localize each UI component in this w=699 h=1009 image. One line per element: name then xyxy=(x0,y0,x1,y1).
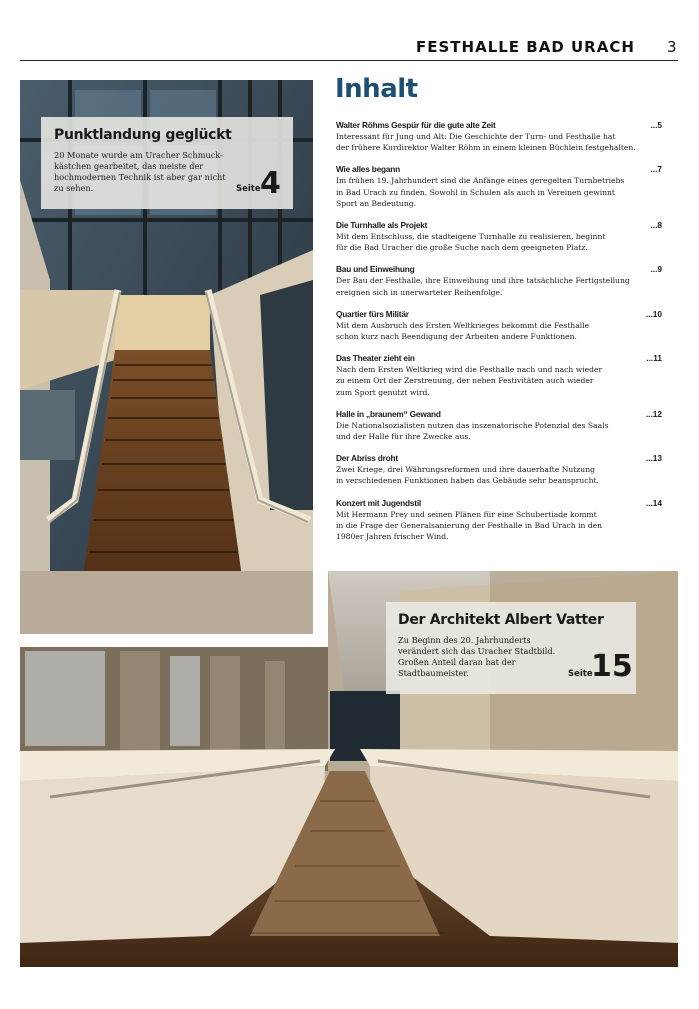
toc-heading: Wie alles begann xyxy=(336,164,401,175)
toc-description-line: in verschiedenen Funktionen haben das Gebäude sehr beansprucht. xyxy=(336,476,599,486)
toc-entry[interactable] xyxy=(336,219,662,253)
toc-page-ref: ...5 xyxy=(650,120,662,130)
toc-description-line: Im frühen 19. Jahrhundert sind die Anfänge eines geregelten Turnbetriebs xyxy=(336,176,625,186)
toc-description-line: ereignen sich in unerwarteter Reihenfolge. xyxy=(336,287,503,297)
toc-page-ref: ...13 xyxy=(645,453,662,464)
toc-entry[interactable] xyxy=(336,408,662,442)
magazine-section-title: FESTHALLE BAD URACH xyxy=(416,38,635,56)
toc-description-line: schon kurz nach Beendigung der Arbeiten andere Funktionen. xyxy=(336,332,577,342)
page-number: 3 xyxy=(667,38,677,56)
toc-description-line: zum Sport genutzt wird. xyxy=(336,387,430,397)
toc-description-line: Interessant für Jung und Alt: Die Geschichte der Turn- und Festhalle hat xyxy=(336,132,616,141)
toc-heading: Konzert mit Jugendstil xyxy=(336,497,422,508)
toc-page-ref: ...10 xyxy=(645,308,662,319)
teaser-page-label: Seite xyxy=(236,184,261,194)
toc-description-line: Zwei Kriege, drei Währungsreformen und ihre dauerhafte Nutzung xyxy=(336,465,595,475)
toc-heading: Walter Röhms Gespür für die gute alte Zeit xyxy=(336,120,496,130)
toc-description-line: Der Bau der Festhalle, ihre Einweihung und ihre tatsächliche Fertigstellung xyxy=(336,276,630,286)
toc-description-line: und der Halle für ihre Zwecke aus. xyxy=(336,432,471,442)
toc-description-line: der frühere Kurdirektor Walter Röhm in einem kleinen Büchlein festgehalten. xyxy=(336,143,636,153)
toc-entry[interactable] xyxy=(336,452,662,486)
contents-title: Inhalt xyxy=(335,74,418,104)
header-divider xyxy=(20,60,678,61)
toc-description-line: Mit Hermann Prey und seinen Plänen für eine Schubertiade kommt xyxy=(336,509,597,519)
toc-entry[interactable] xyxy=(336,163,662,209)
teaser-text: 20 Monate wurde am Uracher Schmuck-kästchen gearbeitet, das meiste der hochmodernen Technik ist aber gar nicht zu sehen. xyxy=(54,150,226,193)
page-gutter xyxy=(20,634,328,647)
teaser-title: Punktlandung geglückt xyxy=(54,127,232,143)
toc-heading: Halle in „braunem“ Gewand xyxy=(336,408,441,419)
toc-page-ref: ...12 xyxy=(645,408,662,419)
toc-entry[interactable] xyxy=(336,352,662,398)
toc-description-line: für die Bad Uracher die große Suche nach dem geeigneten Platz. xyxy=(336,243,588,253)
toc-entry[interactable] xyxy=(336,308,662,342)
toc-heading: Der Abriss droht xyxy=(336,453,398,464)
teaser-punktlandung[interactable] xyxy=(41,117,293,209)
toc-description-line: Mit dem Ausbruch des Ersten Weltkrieges bekommt die Festhalle xyxy=(336,320,590,330)
toc-entry[interactable] xyxy=(336,263,662,297)
toc-entry[interactable] xyxy=(336,119,662,153)
teaser-page-label: Seite xyxy=(568,669,593,679)
toc-heading: Die Turnhalle als Projekt xyxy=(336,220,428,231)
teaser-page-number: 4 xyxy=(260,166,281,201)
toc-page-ref: ...14 xyxy=(645,497,662,508)
toc-page-ref: ...7 xyxy=(650,164,662,175)
toc-description-line: zu einem Ort der Zerstreuung, der neben Festivitäten auch wieder xyxy=(336,376,594,386)
teaser-architekt[interactable] xyxy=(386,602,636,694)
toc-heading: Das Theater zieht ein xyxy=(336,353,415,364)
teaser-page-number: 15 xyxy=(591,649,633,684)
toc-description-line: 1980er Jahren frischer Wind. xyxy=(336,532,449,542)
toc-heading: Quartier fürs Militär xyxy=(336,308,409,319)
teaser-text: Zu Beginn des 20. Jahrhunderts verändert sich das Uracher Stadtbild. Großen Anteil daran hat der Stadtbaumeister. xyxy=(398,635,556,678)
toc-page-ref: ...8 xyxy=(650,220,662,231)
toc-page-ref: ...11 xyxy=(646,353,662,364)
toc-description-line: Sport an Bedeutung. xyxy=(336,198,416,208)
toc-entry[interactable] xyxy=(336,497,662,543)
toc-description-line: Die Nationalsozialisten nutzen das inszenatorische Potenzial des Saals xyxy=(336,420,609,430)
toc-description-line: in Bad Urach zu finden. Sowohl in Schulen als auch in Vereinen gewinnt xyxy=(336,187,615,197)
teaser-title: Der Architekt Albert Vatter xyxy=(398,612,604,628)
table-of-contents xyxy=(336,119,662,552)
toc-description-line: Mit dem Entschluss, die stadteigene Turnhalle zu realisieren, beginnt xyxy=(336,232,606,242)
toc-description-line: in die Frage der Generalsanierung der Festhalle in Bad Urach in den xyxy=(336,520,603,530)
toc-page-ref: ...9 xyxy=(650,264,662,275)
toc-description-line: Nach dem Ersten Weltkrieg wird die Festhalle nach und nach wieder xyxy=(336,365,603,375)
toc-heading: Bau und Einweihung xyxy=(336,264,415,275)
